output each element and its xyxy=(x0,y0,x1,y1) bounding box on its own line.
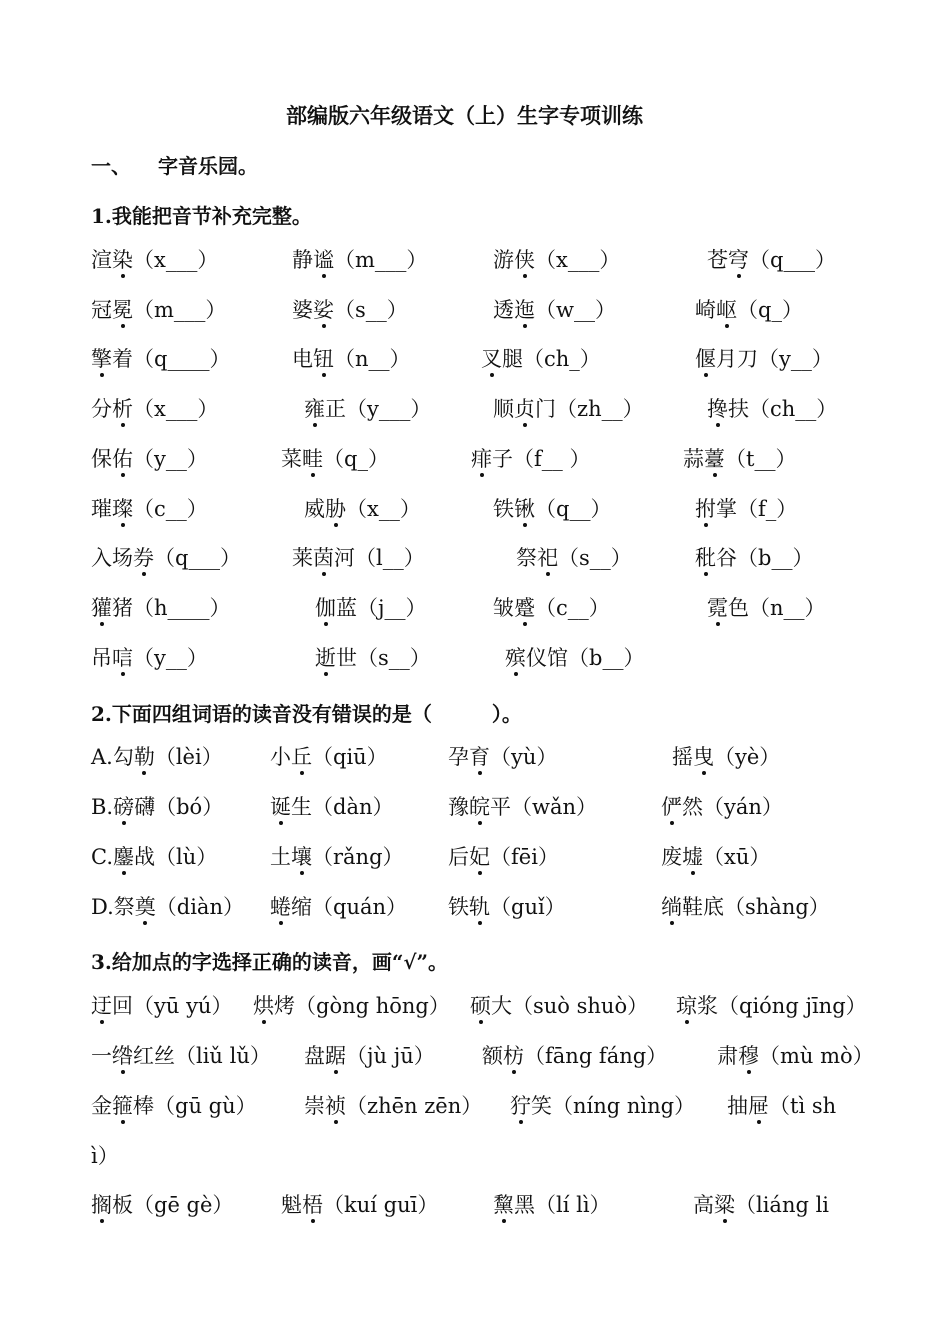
list-item: 琼浆（qióng jīng） xyxy=(676,994,867,1018)
option-a-item: 摇曳（yè） xyxy=(672,745,781,769)
option-c-item: 土壤（rǎng） xyxy=(270,845,404,869)
list-item: 搁板（gē gè） xyxy=(91,1193,234,1217)
option-c-item: 后妃（fēi） xyxy=(448,845,559,869)
list-item: 崎岖（q_） xyxy=(695,298,803,322)
list-item: 保佑（y__） xyxy=(91,447,208,471)
list-item: 铁锹（q__） xyxy=(493,497,612,521)
list-item: 金箍棒（gū gù） xyxy=(91,1094,257,1118)
list-item: 顺贞门（zh__） xyxy=(493,397,644,421)
list-item-continuation: ì） xyxy=(91,1144,119,1168)
list-item: 透迤（w__） xyxy=(493,298,616,322)
option-d-item: 蜷缩（quán） xyxy=(270,895,408,919)
list-item: 渲染（x___） xyxy=(91,248,219,272)
list-item: 蒜薹（t__） xyxy=(683,447,797,471)
list-item: 游侠（x___） xyxy=(493,248,621,272)
list-item: 静谧（m___） xyxy=(292,248,428,272)
option-c-item: 废墟（xū） xyxy=(661,845,771,869)
option-c-item: C.鏖战（lù） xyxy=(91,845,218,869)
option-a-item: 小丘（qiū） xyxy=(270,745,388,769)
option-a-item: 孕育（yù） xyxy=(448,745,558,769)
list-item: 秕谷（b__） xyxy=(695,546,814,570)
list-item: 一绺红丝（liǔ lǔ） xyxy=(91,1044,271,1068)
list-item: 肃穆（mù mò） xyxy=(717,1044,874,1068)
list-item: 威胁（x__） xyxy=(304,497,421,521)
list-item: 伽蓝（j__） xyxy=(315,596,427,620)
list-item: 擎着（q____） xyxy=(91,347,231,371)
list-item: 迂回（yū yú） xyxy=(91,994,233,1018)
list-item: 魁梧（kuí guī） xyxy=(281,1193,439,1217)
option-b-item: B.磅礴（bó） xyxy=(91,795,224,819)
option-d-item: 绱鞋底（shàng） xyxy=(661,895,830,919)
list-item: 祭祀（s__） xyxy=(516,546,632,570)
list-item: 狞笑（níng nìng） xyxy=(510,1094,696,1118)
list-item: 硕大（suò shuò） xyxy=(470,994,649,1018)
list-item: 黧黑（lí lì） xyxy=(493,1193,611,1217)
section-number: 一、 xyxy=(91,154,131,178)
list-item: 冠冕（m___） xyxy=(91,298,227,322)
option-d-item: 铁轨（guǐ） xyxy=(448,895,566,919)
list-item: 烘烤（gòng hōng） xyxy=(253,994,450,1018)
option-a-item: A.勾勒（lèi） xyxy=(91,745,223,769)
list-item: 婆娑（s__） xyxy=(292,298,408,322)
list-item: 叉腿（ch_） xyxy=(481,347,601,371)
list-item: 崇祯（zhēn zēn） xyxy=(304,1094,483,1118)
list-item: 逝世（s__） xyxy=(315,646,431,670)
list-item: 偃月刀（y__） xyxy=(695,347,833,371)
question-2-title: 2.下面四组词语的读音没有错误的是（ ）。 xyxy=(91,702,522,726)
list-item: 璀璨（c__） xyxy=(91,497,208,521)
option-b-item: 豫皖平（wǎn） xyxy=(448,795,598,819)
list-item: 拊掌（f_） xyxy=(695,497,798,521)
list-item: 皱蹙（c__） xyxy=(493,596,610,620)
list-item: 菜畦（q_） xyxy=(281,447,389,471)
section-label: 字音乐园。 xyxy=(158,154,258,178)
list-item: 额枋（fāng fáng） xyxy=(482,1044,668,1068)
option-b-item: 诞生（dàn） xyxy=(270,795,394,819)
option-b-item: 俨然（yán） xyxy=(661,795,783,819)
list-item: 吊唁（y__） xyxy=(91,646,208,670)
option-d-item: D.祭奠（diàn） xyxy=(91,895,244,919)
list-item: 入场券（q___） xyxy=(91,546,241,570)
list-item: 獾猪（h____） xyxy=(91,596,231,620)
question-3-title: 3.给加点的字选择正确的读音，画“√”。 xyxy=(91,950,449,974)
list-item: 分析（x___） xyxy=(91,397,219,421)
list-item: 雍正（y___） xyxy=(304,397,432,421)
list-item: 搀扶（ch__） xyxy=(707,397,838,421)
question-1-title: 1.我能把音节补充完整。 xyxy=(91,204,312,228)
list-item: 盘踞（jù jū） xyxy=(304,1044,435,1068)
list-item: 莱茵河（l__） xyxy=(292,546,425,570)
list-item: 苍穹（q___） xyxy=(707,248,836,272)
list-item: 痱子（f__ ） xyxy=(471,447,591,471)
page-title: 部编版六年级语文（上）生字专项训练 xyxy=(286,103,643,128)
list-item: 抽屉（tì sh xyxy=(727,1094,837,1118)
list-item: 殡仪馆（b__） xyxy=(505,646,645,670)
list-item: 霓色（n__） xyxy=(707,596,826,620)
list-item: 高粱（liáng li xyxy=(693,1193,830,1217)
list-item: 电钮（n__） xyxy=(292,347,411,371)
